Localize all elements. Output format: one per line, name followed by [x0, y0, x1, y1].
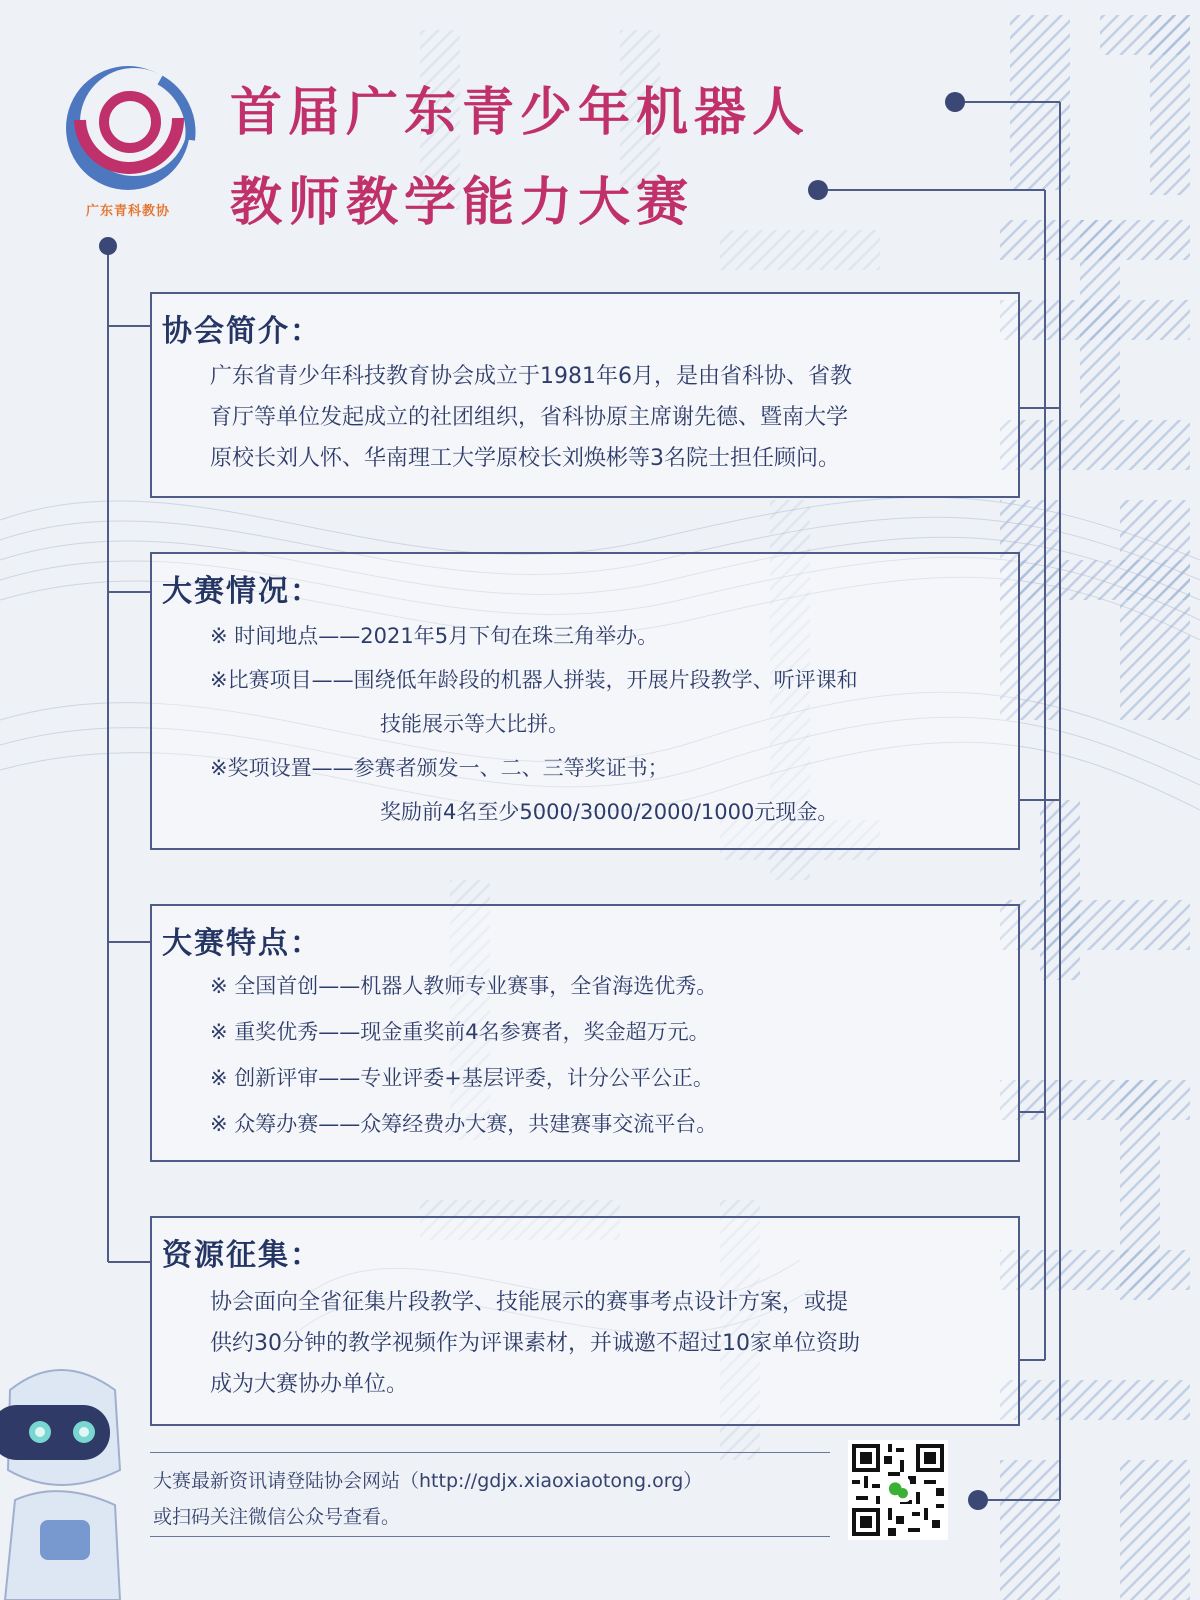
footer-rule-top [150, 1452, 830, 1453]
status-item-text: 参赛者颁发一、二、三等奖证书； [353, 756, 669, 780]
robot-mascot-icon [0, 1360, 140, 1600]
section-heading: 大赛情况： [162, 574, 322, 609]
page-title-line-2: 教师教学能力大赛 [230, 173, 695, 233]
feature-item: ※ 全国首创——机器人教师专业赛事，全省海选优秀。 [210, 974, 718, 998]
footer-rule-bottom [150, 1536, 830, 1537]
status-item [210, 616, 658, 656]
association-logo [60, 60, 200, 220]
section-heading: 资源征集： [162, 1238, 322, 1273]
status-item [210, 748, 669, 788]
status-item [210, 660, 858, 700]
section-heading: 协会简介： [162, 314, 322, 349]
logo-org-text: 广东青科教协 [85, 204, 170, 219]
section-resources [150, 1216, 1020, 1426]
resources-paragraph [210, 1282, 1000, 1405]
intro-paragraph [210, 356, 1000, 479]
qr-code-icon[interactable] [848, 1440, 948, 1540]
section-status [150, 552, 1020, 850]
section-intro [150, 292, 1020, 498]
status-item-continuation: 技能展示等大比拼。 [380, 712, 569, 736]
footer-wechat-text: 或扫码关注微信公众号查看。 [153, 1506, 401, 1528]
resources-line: 成为大赛协办单位。 [210, 1372, 409, 1397]
status-item-label: ※奖项设置—— [210, 756, 354, 780]
intro-line: 育厅等单位发起成立的社团组织，省科协原主席谢先德、暨南大学 [210, 405, 849, 430]
status-item-text: 围绕低年龄段的机器人拼装，开展片段教学、听评课和 [353, 668, 858, 692]
resources-line: 协会面向全省征集片段教学、技能展示的赛事考点设计方案，或提 [210, 1290, 849, 1315]
resources-line: 供约30分钟的教学视频作为评课素材，并诚邀不超过10家单位资助 [210, 1331, 860, 1356]
page-title-line-1: 首届广东青少年机器人 [230, 83, 811, 143]
intro-line: 原校长刘人怀、华南理工大学原校长刘焕彬等3名院士担任顾问。 [210, 446, 840, 471]
section-heading: 大赛特点： [162, 926, 322, 961]
status-item-label: ※ 时间地点—— [210, 624, 361, 648]
section-features [150, 904, 1020, 1162]
footer-website-text[interactable]: 大赛最新资讯请登陆协会网站（http://gdjx.xiaoxiaotong.org） [153, 1470, 703, 1492]
feature-item: ※ 重奖优秀——现金重奖前4名参赛者，奖金超万元。 [210, 1020, 710, 1044]
status-item-text: 2021年5月下旬在珠三角举办。 [360, 624, 659, 648]
feature-item: ※ 创新评审——专业评委+基层评委，计分公平公正。 [210, 1066, 714, 1090]
feature-item: ※ 众筹办赛——众筹经费办大赛，共建赛事交流平台。 [210, 1112, 718, 1136]
intro-line: 广东省青少年科技教育协会成立于1981年6月，是由省科协、省教 [210, 364, 852, 389]
status-item-continuation: 奖励前4名至少5000/3000/2000/1000元现金。 [380, 800, 839, 824]
status-item-label: ※比赛项目—— [210, 668, 354, 692]
